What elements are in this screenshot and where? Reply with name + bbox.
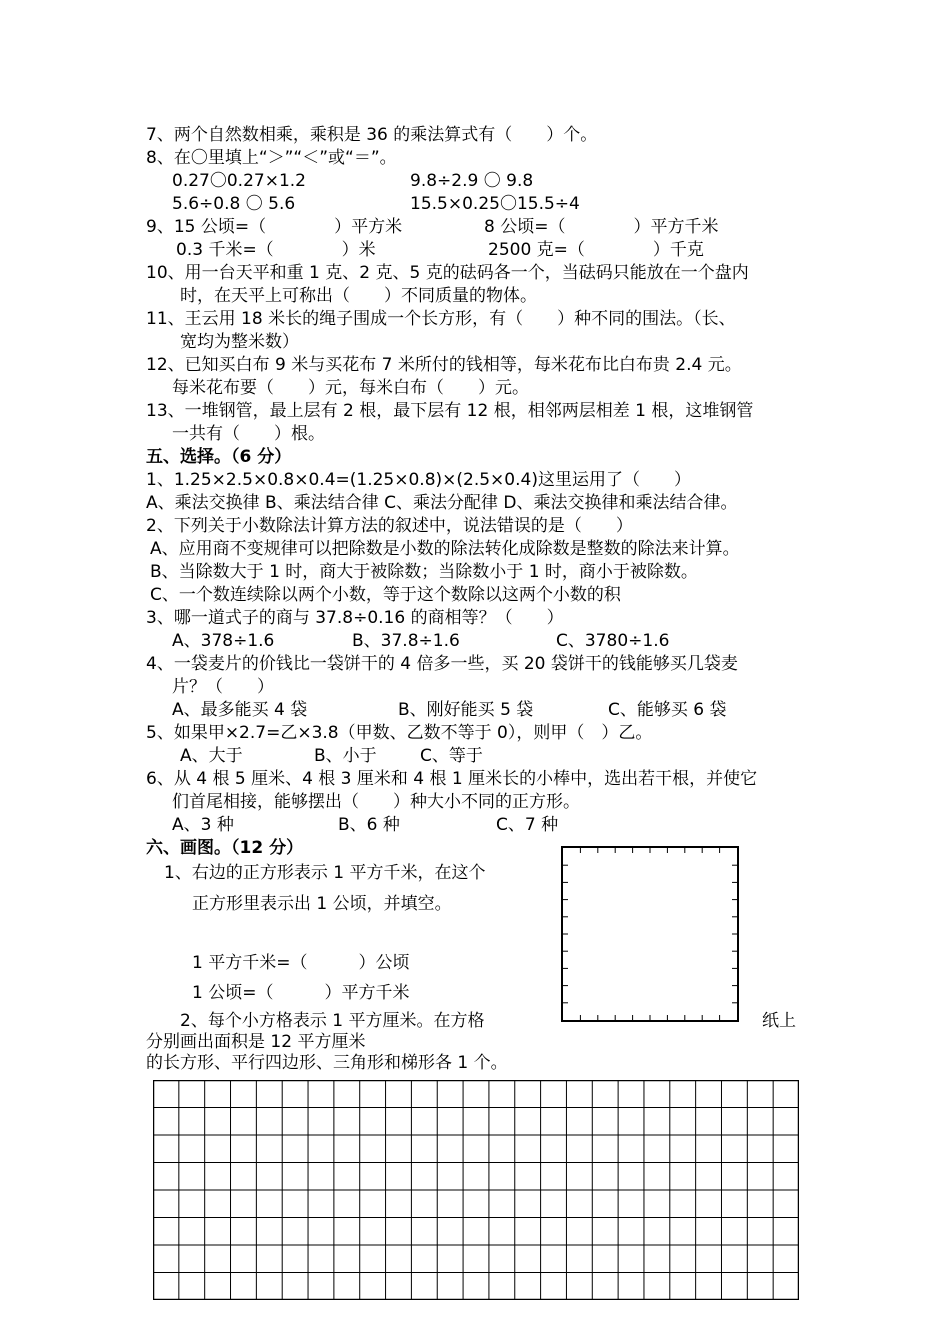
question-13-line-1: 13、一堆钢管，最上层有 2 根，最下层有 12 根，相邻两层相差 1 根，这堆钢管 bbox=[146, 401, 754, 421]
choice-6-option-c: C、7 种 bbox=[496, 815, 559, 835]
question-8-item-d: 15.5×0.25〇15.5÷4 bbox=[410, 194, 580, 214]
question-9-a: 9、15 公顷=（ ）平方米 bbox=[146, 217, 403, 237]
section-6-title: 六、画图。（12 分） bbox=[146, 838, 304, 858]
choice-5: 5、如果甲×2.7=乙×3.8（甲数、乙数不等于 0），则甲（ ）乙。 bbox=[146, 723, 653, 743]
choice-3-option-c: C、3780÷1.6 bbox=[556, 631, 670, 651]
question-8-item-c: 5.6÷0.8 〇 5.6 bbox=[172, 194, 296, 214]
choice-5-option-c: C、等于 bbox=[420, 746, 483, 766]
choice-2-option-b: B、当除数大于 1 时，商大于被除数；当除数小于 1 时，商小于被除数。 bbox=[150, 562, 698, 582]
drawing-1-blank-2: 1 公顷=（ ）平方千米 bbox=[192, 983, 410, 1003]
square-kilometer-box[interactable] bbox=[561, 846, 739, 1022]
question-13-line-2: 一共有（ ）根。 bbox=[172, 424, 325, 444]
choice-2-option-a: A、应用商不变规律可以把除数是小数的除法转化成除数是整数的除法来计算。 bbox=[150, 539, 740, 559]
choice-3-option-b: B、37.8÷1.6 bbox=[352, 631, 460, 651]
choice-1: 1、1.25×2.5×0.8×0.4=(1.25×0.8)×(2.5×0.4)这里运用了（ ） bbox=[146, 470, 691, 490]
choice-4-line-2: 片？（ ） bbox=[172, 677, 274, 697]
choice-4-option-c: C、能够买 6 袋 bbox=[608, 700, 727, 720]
choice-4-option-a: A、最多能买 4 袋 bbox=[172, 700, 308, 720]
question-11-line-2: 宽均为整米数） bbox=[180, 332, 299, 352]
question-12-line-2: 每米花布要（ ）元，每米白布（ ）元。 bbox=[172, 378, 529, 398]
square-tick-marks bbox=[563, 848, 737, 1020]
drawing-2-line-2: 分别画出面积是 12 平方厘米 bbox=[146, 1032, 366, 1052]
choice-6-line-1: 6、从 4 根 5 厘米、4 根 3 厘米和 4 根 1 厘米长的小棒中，选出若干根，并使它 bbox=[146, 769, 758, 789]
question-8-item-b: 9.8÷2.9 〇 9.8 bbox=[410, 171, 534, 191]
question-9-c: 0.3 千米=（ ）米 bbox=[176, 240, 376, 260]
choice-5-option-a: A、大于 bbox=[180, 746, 243, 766]
question-11-line-1: 11、王云用 18 米长的绳子围成一个长方形，有（ ）种不同的围法。（长、 bbox=[146, 309, 736, 329]
drawing-2-line-1: 2、每个小方格表示 1 平方厘米。在方格 bbox=[180, 1011, 485, 1031]
question-7: 7、两个自然数相乘，乘积是 36 的乘法算式有（ ）个。 bbox=[146, 125, 598, 145]
choice-3-option-a: A、378÷1.6 bbox=[172, 631, 275, 651]
choice-1-options: A、乘法交换律 B、乘法结合律 C、乘法分配律 D、乘法交换律和乘法结合律。 bbox=[146, 493, 738, 513]
choice-4-option-b: B、刚好能买 5 袋 bbox=[398, 700, 534, 720]
choice-5-option-b: B、小于 bbox=[314, 746, 377, 766]
drawing-2-line-3: 的长方形、平行四边形、三角形和梯形各 1 个。 bbox=[146, 1053, 508, 1073]
question-8: 8、在〇里填上“＞”“＜”或“＝”。 bbox=[146, 148, 397, 168]
choice-3: 3、哪一道式子的商与 37.8÷0.16 的商相等？（ ） bbox=[146, 608, 564, 628]
choice-6-option-b: B、6 种 bbox=[338, 815, 400, 835]
drawing-1-line-1: 1、右边的正方形表示 1 平方千米，在这个 bbox=[164, 863, 486, 883]
choice-2-option-c: C、一个数连续除以两个小数，等于这个数除以这两个小数的积 bbox=[150, 585, 621, 605]
question-8-item-a: 0.27〇0.27×1.2 bbox=[172, 171, 306, 191]
choice-2: 2、下列关于小数除法计算方法的叙述中，说法错误的是（ ） bbox=[146, 516, 633, 536]
question-9-b: 8 公顷=（ ）平方千米 bbox=[484, 217, 719, 237]
question-10-line-1: 10、用一台天平和重 1 克、2 克、5 克的砝码各一个，当砝码只能放在一个盘内 bbox=[146, 263, 749, 283]
question-12-line-1: 12、已知买白布 9 米与买花布 7 米所付的钱相等，每米花布比白布贵 2.4 元。 bbox=[146, 355, 742, 375]
question-9-d: 2500 克=（ ）千克 bbox=[488, 240, 704, 260]
drawing-2-line-1-end: 纸上 bbox=[762, 1011, 796, 1031]
question-10-line-2: 时，在天平上可称出（ ）不同质量的物体。 bbox=[180, 286, 537, 306]
choice-4-line-1: 4、一袋麦片的价钱比一袋饼干的 4 倍多一些，买 20 袋饼干的钱能够买几袋麦 bbox=[146, 654, 738, 674]
drawing-1-line-2: 正方形里表示出 1 公顷，并填空。 bbox=[192, 894, 452, 914]
choice-6-line-2: 们首尾相接，能够摆出（ ）种大小不同的正方形。 bbox=[172, 792, 580, 812]
grid-paper[interactable] bbox=[153, 1080, 799, 1300]
drawing-1-blank-1: 1 平方千米=（ ）公顷 bbox=[192, 953, 410, 973]
choice-6-option-a: A、3 种 bbox=[172, 815, 234, 835]
section-5-title: 五、选择。（6 分） bbox=[146, 447, 292, 467]
